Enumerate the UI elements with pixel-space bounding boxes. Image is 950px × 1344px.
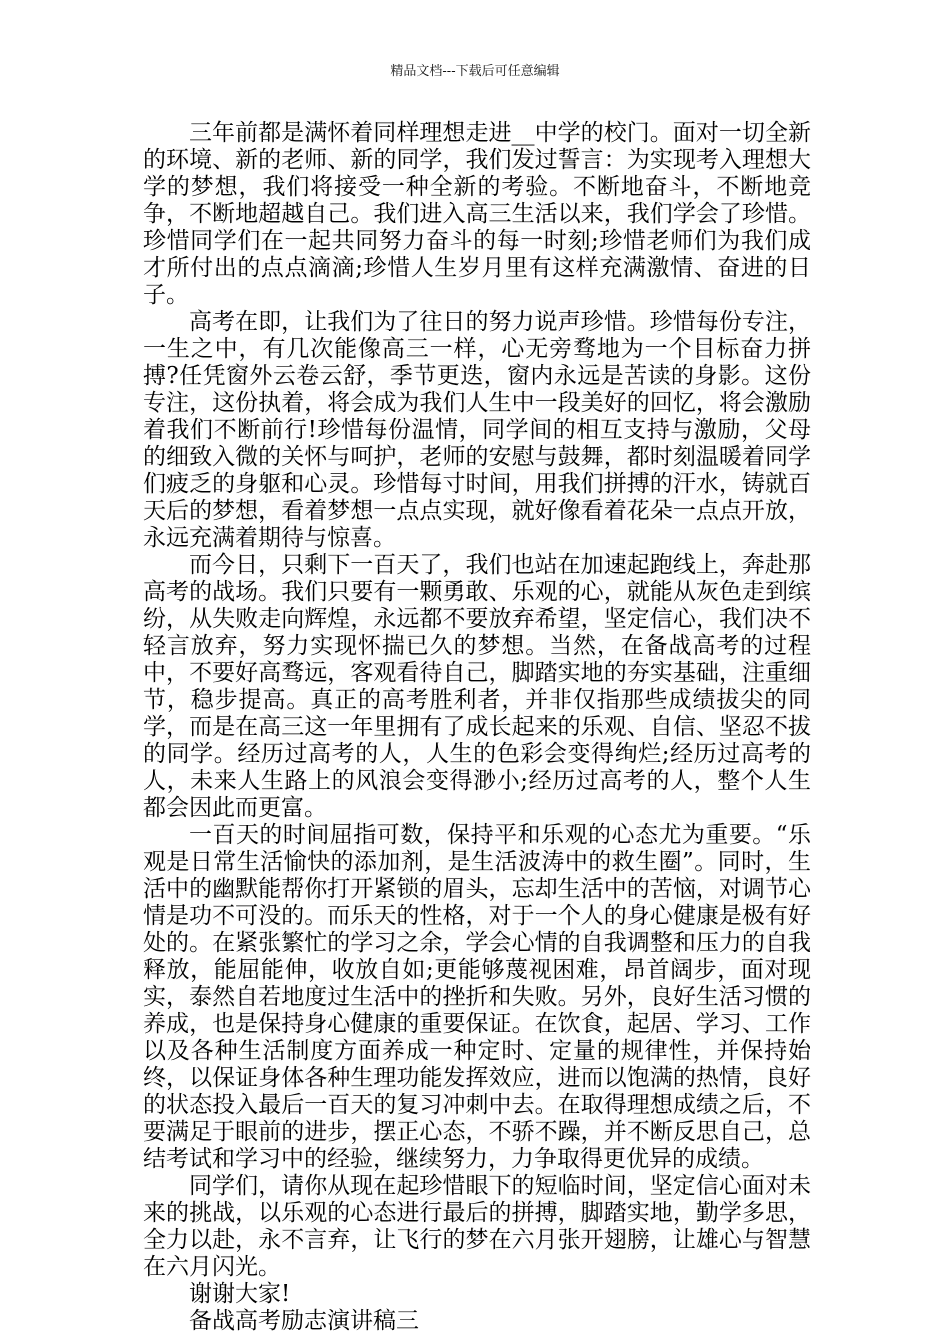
paragraph-1: 三年前都是满怀着同样理想走进__中学的校门。面对一切全新的环境、新的老师、新的同学，我们发过誓言：为实现考入理想大学的梦想，我们将接受一种全新的考验。不断地奋斗，不断地竞争，不断地超越自己。我们进入高三生活以来，我们学会了珍惜。珍惜同学们在一起共同努力奋斗的每一时刻;珍惜老师们为我们成才所付出的点点滴滴;珍惜人生岁月里有这样充满激情、奋进的日子。 bbox=[143, 120, 811, 308]
page-header: 精品文档---下载后可任意编辑 bbox=[390, 64, 560, 79]
document-body bbox=[143, 120, 811, 1335]
paragraph-2: 高考在即，让我们为了往日的努力说声珍惜。珍惜每份专注，一生之中，有几次能像高三一样，心无旁骛地为一个目标奋力拼搏?任凭窗外云卷云舒，季节更迭，窗内永远是苦读的身影。这份专注，这份执着，将会成为我们人生中一段美好的回忆，将会激励着我们不断前行!珍惜每份温情，同学间的相互支持与激励，父母的细致入微的关怀与呵护，老师的安慰与鼓舞，都时刻温暖着同学们疲乏的身躯和心灵。珍惜每寸时间，用我们拼搏的汗水，铸就百天后的梦想，看着梦想一点点实现，就好像看着花朵一点点开放，永远充满着期待与惊喜。 bbox=[143, 309, 811, 551]
paragraph-3: 而今日，只剩下一百天了，我们也站在加速起跑线上，奔赴那高考的战场。我们只要有一颗勇敢、乐观的心，就能从灰色走到缤纷，从失败走向辉煌，永远都不要放弃希望，坚定信心，我们决不轻言放弃，努力实现怀揣已久的梦想。当然，在备战高考的过程中，不要好高骛远，客观看待自己，脚踏实地的夯实基础，注重细节，稳步提高。真正的高考胜利者，并非仅指那些成绩拔尖的同学，而是在高三这一年里拥有了成长起来的乐观、自信、坚忍不拔的同学。经历过高考的人，人生的色彩会变得绚烂;经历过高考的人，未来人生路上的风浪会变得渺小;经历过高考的人，整个人生都会因此而更富。 bbox=[143, 552, 811, 821]
closing-line: 谢谢大家! bbox=[189, 1281, 291, 1307]
next-section-title: 备战高考励志演讲稿三 bbox=[189, 1308, 419, 1334]
paragraph-4: 一百天的时间屈指可数，保持平和乐观的心态尤为重要。“乐观是日常生活愉快的添加剂，是生活波涛中的救生圈”。同时，生活中的幽默能帮你打开紧锁的眉头，忘却生活中的苦恼，对调节心情是功不可没的。而乐天的性格，对于一个人的身心健康是极有好处的。在紧张繁忙的学习之余，学会心情的自我调整和压力的自我释放，能屈能伸，收放自如;更能够蔑视困难，昂首阔步，面对现实，泰然自若地度过生活中的挫折和失败。另外，良好生活习惯的养成，也是保持身心健康的重要保证。在饮食，起居、学习、工作以及各种生活制度方面养成一种定时、定量的规律性，并保持始终，以保证身体各种生理功能发挥效应，进而以饱满的热情，良好的状态投入最后一百天的复习冲刺中去。在取得理想成绩之后，不要满足于眼前的进步，摆正心态，不骄不躁，并不断反思自己，总结考试和学习中的经验，继续努力，力争取得更优异的成绩。 bbox=[143, 822, 811, 1172]
paragraph-5: 同学们，请你从现在起珍惜眼下的短临时间，坚定信心面对未来的挑战，以乐观的心态进行最后的拼搏，脚踏实地，勤学多思，全力以赴，永不言弃，让飞行的梦在六月张开翅膀，让雄心与智慧在六月闪光。 bbox=[143, 1173, 811, 1280]
